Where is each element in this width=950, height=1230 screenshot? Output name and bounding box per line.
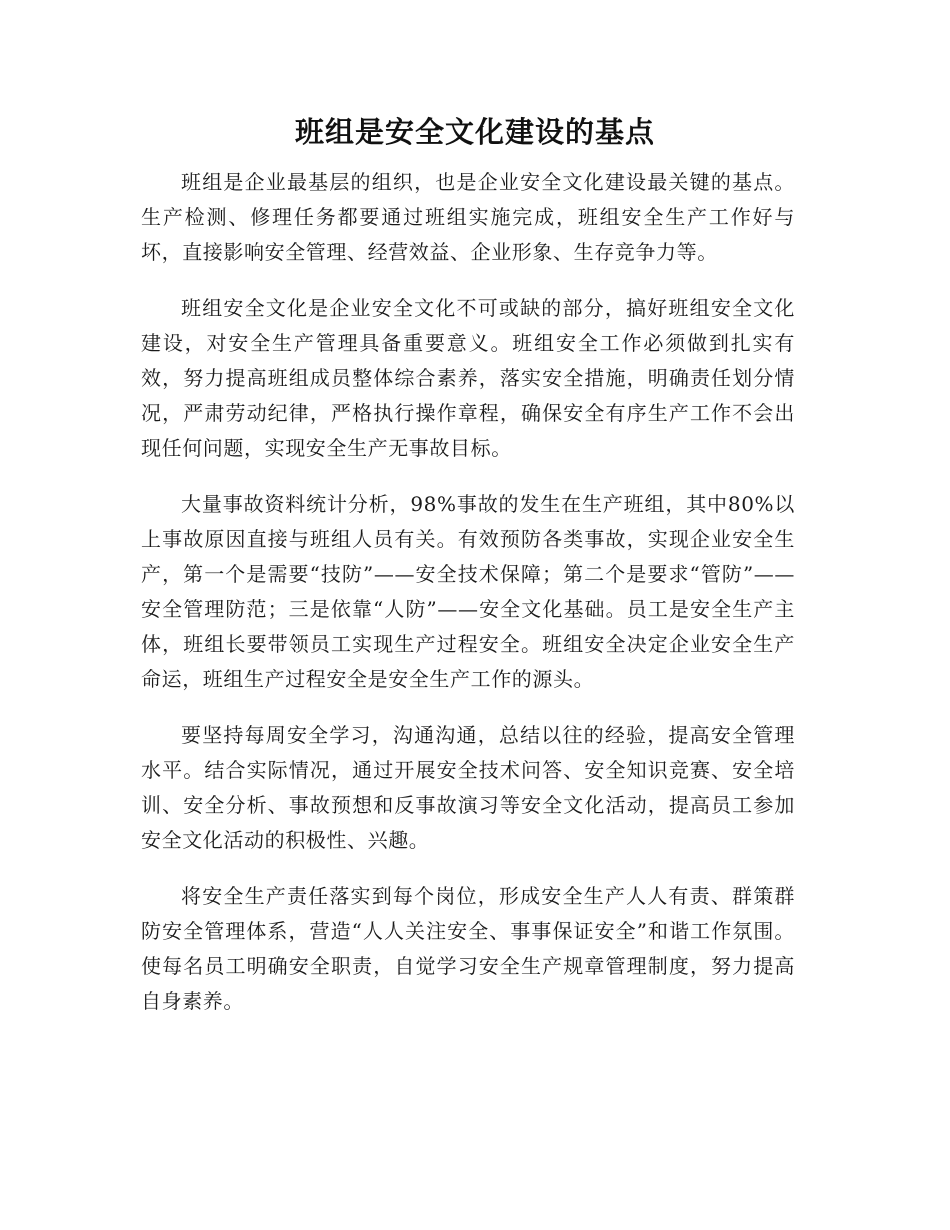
paragraph-1: 班组是企业最基层的组织，也是企业安全文化建设最关键的基点。生产检测、修理任务都要通过班组实施完成，班组安全生产工作好与坏，直接影响安全管理、经营效益、企业形象、生存竞争力等。: [141, 170, 795, 264]
document-body: [141, 165, 795, 1040]
paragraph-3: 大量事故资料统计分析，98%事故的发生在生产班组，其中80%以上事故原因直接与班组人员有关。有效预防各类事故，实现企业安全生产，第一个是需要“技防”——安全技术保障；第二个是要求“管防”——安全管理防范；三是依靠“人防”——安全文化基础。员工是安全生产主体，班组长要带领员工实现生产过程安全。班组安全决定企业安全生产命运，班组生产过程安全是安全生产工作的源头。: [141, 492, 795, 691]
paragraph-5: 将安全生产责任落实到每个岗位，形成安全生产人人有责、群策群防安全管理体系，营造“人人关注安全、事事保证安全”和谐工作氛围。使每名员工明确安全职责，自觉学习安全生产规章管理制度，努力提高自身素养。: [141, 884, 795, 1013]
paragraph-2: 班组安全文化是企业安全文化不可或缺的部分，搞好班组安全文化建设，对安全生产管理具备重要意义。班组安全工作必须做到扎实有效，努力提高班组成员整体综合素养，落实安全措施，明确责任划分情况，严肃劳动纪律，严格执行操作章程，确保安全有序生产工作不会出现任何问题，实现安全生产无事故目标。: [141, 296, 795, 460]
paragraph-4: 要坚持每周安全学习，沟通沟通，总结以往的经验，提高安全管理水平。结合实际情况，通过开展安全技术问答、安全知识竞赛、安全培训、安全分析、事故预想和反事故演习等安全文化活动，提高员工参加安全文化活动的积极性、兴趣。: [141, 723, 795, 852]
document-title: 班组是安全文化建设的基点: [294, 115, 655, 149]
